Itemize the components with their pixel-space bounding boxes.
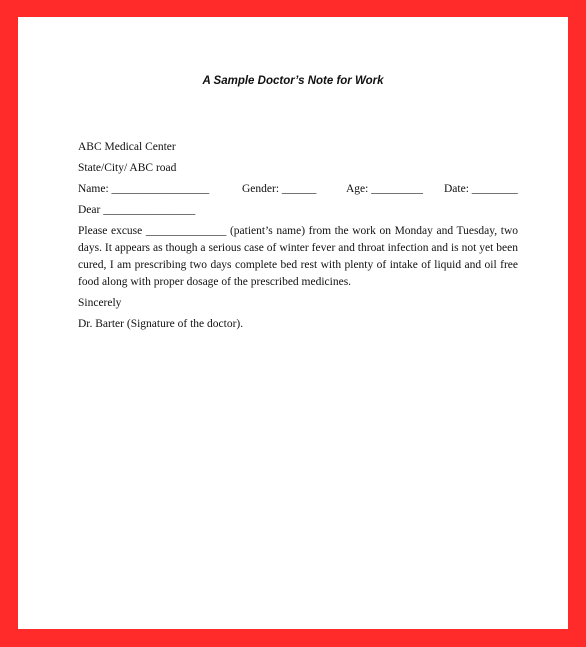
document-title: A Sample Doctor’s Note for Work — [202, 75, 384, 87]
org-address: State/City/ ABC road — [78, 162, 177, 174]
note-paragraph: Please excuse ______________ (patient’s name) from the work on Monday and Tuesday, two days. It appears as though a serious case of winter fever and throat infection and is not yet been cured, I am prescribing two days complete bed rest with plenty of intake of liquid and oil free food along with proper dosage of the prescribed medicines. — [78, 225, 518, 288]
closing: Sincerely — [78, 297, 122, 309]
name-field: Name: _________________ — [78, 183, 210, 195]
signature-line: Dr. Barter (Signature of the doctor). — [78, 318, 244, 330]
org-name: ABC Medical Center — [78, 141, 176, 153]
document-page — [18, 17, 568, 629]
salutation: Dear ________________ — [78, 204, 196, 216]
document-body — [78, 139, 518, 333]
patient-fields-row — [78, 181, 518, 198]
date-field: Date: ________ — [444, 183, 518, 195]
gender-field: Gender: ______ — [242, 183, 317, 195]
age-field: Age: _________ — [346, 183, 423, 195]
